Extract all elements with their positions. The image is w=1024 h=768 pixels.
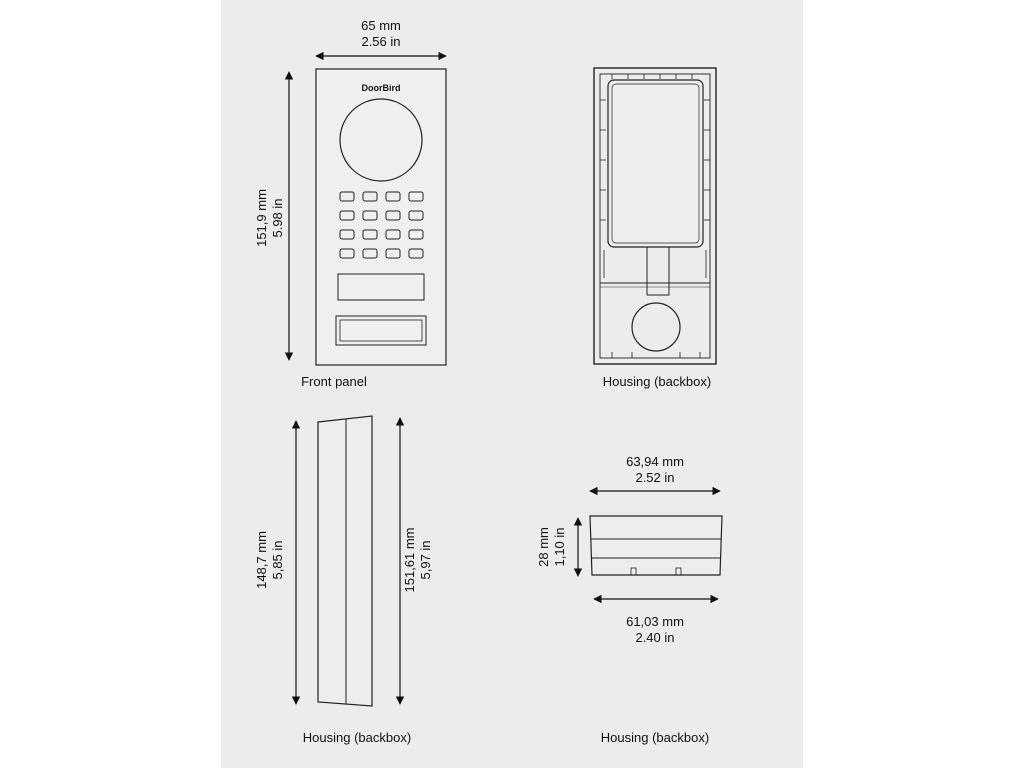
front-width-in: 2.56 in: [361, 34, 401, 49]
front-width-mm: 65 mm: [361, 18, 401, 33]
side-inner-height-in: 5,97 in: [418, 540, 433, 580]
bottom-width-mm: 61,03 mm: [626, 614, 684, 629]
side-outer-height-in: 5,85 in: [270, 540, 285, 580]
circuit-board-cavity: [608, 80, 703, 247]
front-height-mm: 151,9 mm: [254, 189, 269, 247]
housing-side-drawing: [254, 416, 433, 745]
bottom-width-in: 2.40 in: [635, 630, 675, 645]
front-panel-caption: Front panel: [301, 374, 367, 389]
housing-bottom-caption: Housing (backbox): [600, 730, 710, 745]
front-height-in: 5.98 in: [270, 198, 285, 238]
side-inner-height-mm: 151,61 mm: [402, 527, 417, 593]
bottom-depth-in: 1,10 in: [552, 527, 567, 567]
housing-back-drawing: [594, 68, 716, 389]
front-panel-drawing: [254, 18, 446, 389]
camera-lens-circle: [340, 99, 422, 181]
bottom-top-width-mm: 63,94 mm: [626, 454, 684, 469]
side-profile-outline: [318, 416, 372, 706]
housing-back-caption: Housing (backbox): [602, 374, 712, 389]
housing-bottom-drawing: [536, 454, 722, 745]
housing-side-caption: Housing (backbox): [302, 730, 412, 745]
side-outer-height-mm: 148,7 mm: [254, 531, 269, 589]
bottom-profile-outline: [590, 516, 722, 575]
bottom-top-width-in: 2.52 in: [635, 470, 675, 485]
cable-entry-hole: [632, 303, 680, 351]
bottom-depth-mm: 28 mm: [536, 527, 551, 567]
brand-logo: DoorBird: [361, 83, 401, 93]
